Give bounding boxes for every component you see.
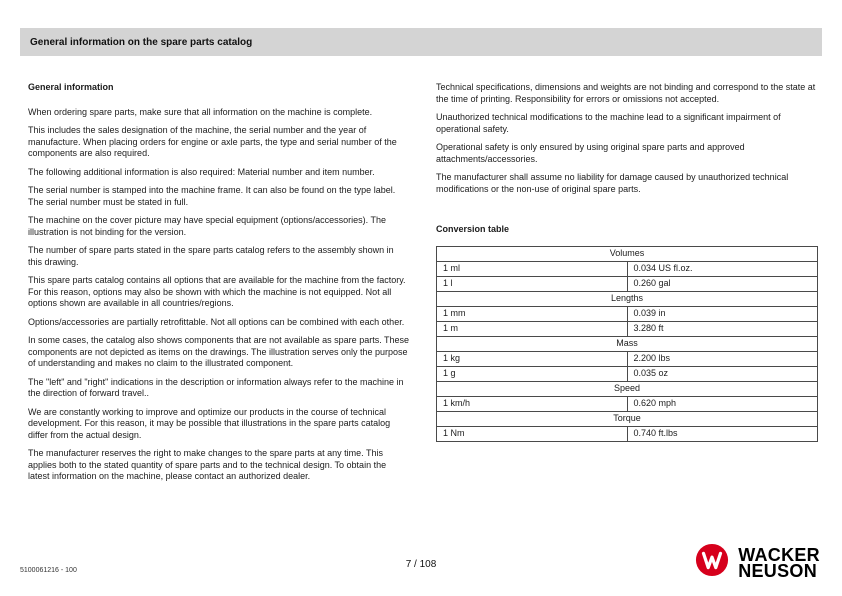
page-header-bar [20,28,822,56]
table-cell-metric: 1 ml [437,261,628,276]
table-row [437,426,818,441]
paragraph: In some cases, the catalog also shows components that are not available as spare parts. These components are not depicted as items on the drawings. The illustration serves only the purpose of understanding and makes no claim to the illustrated component. [28,335,410,368]
paragraph: This includes the sales designation of the machine, the serial number and the year of manufacture. When placing orders for engine or axle parts, the type and serial number of the components are also required. [28,125,397,158]
table-cell-imperial: 0.620 mph [627,396,818,411]
page-indicator: 7 / 108 [405,559,437,570]
table-cell-metric: 1 l [437,276,628,291]
conversion-table-heading: Conversion table [436,224,510,234]
table-row [437,276,818,291]
table-cell-imperial: 0.034 US fl.oz. [627,261,818,276]
brand-footer [695,543,820,582]
wacker-neuson-logo-icon [695,543,729,582]
table-section-title: Volumes [437,246,818,261]
table-cell-imperial: 2.200 lbs [627,351,818,366]
table-row [437,321,818,336]
table-section-row [437,411,818,426]
brand-name-line1: WACKER [738,544,820,565]
table-section-title: Speed [437,381,818,396]
table-section-row [437,336,818,351]
table-row [437,306,818,321]
paragraph: Unauthorized technical modifications to the machine lead to a significant impairment of operational safety. [436,112,781,134]
table-row [437,351,818,366]
paragraph: The machine on the cover picture may have special equipment (options/accessories). The illustration is not binding for the version. [28,215,387,237]
table-cell-imperial: 0.035 oz [627,366,818,381]
table-section-row [437,291,818,306]
table-section-title: Mass [437,336,818,351]
table-section-row [437,381,818,396]
left-column [28,82,410,490]
table-cell-imperial: 0.260 gal [627,276,818,291]
paragraph: Operational safety is only ensured by using original spare parts and approved attachments/accessories. [436,142,745,164]
table-cell-metric: 1 km/h [437,396,628,411]
brand-name [738,544,820,581]
table-row [437,396,818,411]
paragraph: The number of spare parts stated in the spare parts catalog refers to the assembly shown in this drawing. [28,245,394,267]
table-cell-metric: 1 mm [437,306,628,321]
table-section-title: Torque [437,411,818,426]
table-row [437,366,818,381]
document-number: 5100061216 - 100 [20,567,77,574]
table-cell-imperial: 0.740 ft.lbs [627,426,818,441]
paragraph: The following additional information is also required: Material number and item number. [28,166,375,177]
page-header-title: General information on the spare parts catalog [30,36,253,48]
paragraph: The "left" and "right" indications in the description or information always refer to the machine in the direction of forward travel.. [28,376,404,398]
paragraph: Options/accessories are partially retrofittable. Not all options can be combined with each other. [28,316,405,327]
paragraph: The manufacturer shall assume no liability for damage caused by unauthorized technical modifications or the non-use of original spare parts. [436,172,789,194]
table-section-title: Lengths [437,291,818,306]
paragraph: We are constantly working to improve and optimize our products in the course of technical development. For this reason, it may be possible that illustrations in the spare parts catalog differ from the actual design. [28,406,391,440]
paragraph: The serial number is stamped into the machine frame. It can also be found on the type label. The serial number must be stated in full. [28,185,396,207]
page-content [28,82,818,490]
brand-name-line2: NEUSON [738,560,817,581]
table-cell-metric: 1 kg [437,351,628,366]
table-cell-imperial: 0.039 in [627,306,818,321]
table-cell-metric: 1 Nm [437,426,628,441]
right-column [436,82,818,490]
conversion-table [436,246,818,442]
table-cell-metric: 1 m [437,321,628,336]
paragraph: This spare parts catalog contains all options that are available for the machine from the factory. For this reason, options may also be shown with which the machine is not equipped. Not all options shown are available in all countries/regions. [28,275,406,308]
general-information-heading: General information [28,82,114,92]
table-cell-imperial: 3.280 ft [627,321,818,336]
paragraph: Technical specifications, dimensions and weights are not binding and correspond to the state at the time of printing. Responsibility for errors or omissions not accepted. [436,82,816,104]
table-section-row [437,246,818,261]
table-row [437,261,818,276]
paragraph: The manufacturer reserves the right to make changes to the spare parts at any time. This applies both to the stated quantity of spare parts and to the technical design. To obtain the latest information on the machine, please contact an authorized dealer. [28,448,387,481]
table-cell-metric: 1 g [437,366,628,381]
paragraph: When ordering spare parts, make sure that all information on the machine is complete. [28,106,373,117]
